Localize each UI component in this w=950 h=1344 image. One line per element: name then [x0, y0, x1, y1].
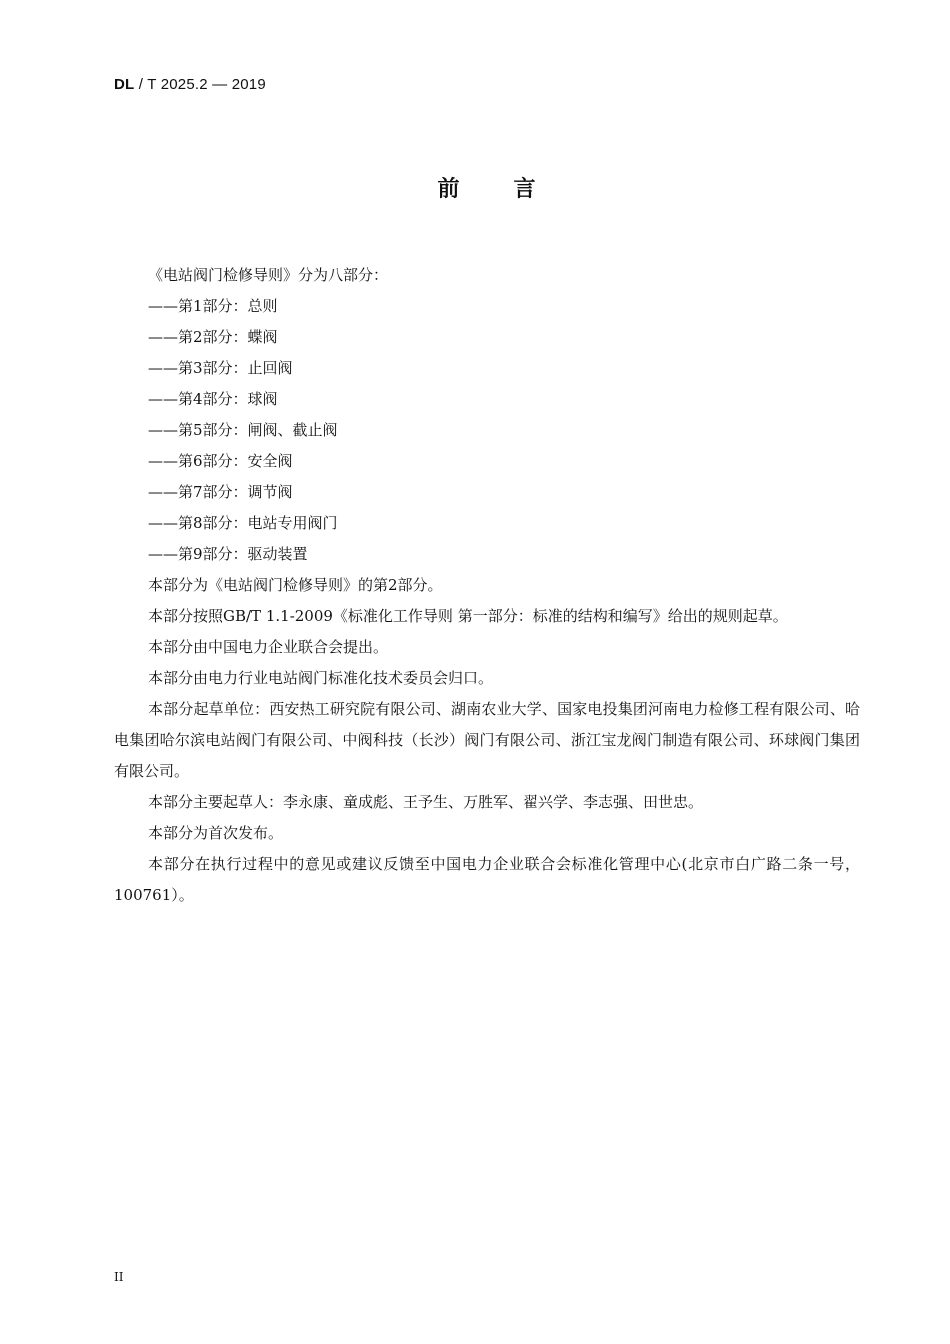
list-item: ——第8部分：电站专用阀门 — [148, 514, 338, 532]
paragraph-first-release: 本部分为首次发布。 — [148, 824, 284, 842]
list-item: ——第3部分：止回阀 — [148, 359, 293, 377]
paragraph-responsible-committee: 本部分由电力行业电站阀门标准化技术委员会归口。 — [148, 669, 494, 687]
standard-code-number: / T 2025.2 — 2019 — [134, 76, 266, 93]
paragraph-feedback: 本部分在执行过程中的意见或建议反馈至中国电力企业联合会标准化管理中心(北京市白广路二条一号，100761）。 — [114, 855, 860, 904]
standard-code-prefix: DL — [114, 76, 135, 93]
page-title — [0, 172, 950, 203]
paragraph-proposer: 本部分由中国电力企业联合会提出。 — [148, 638, 389, 656]
list-item: ——第9部分：驱动装置 — [148, 545, 308, 563]
standard-code — [114, 76, 266, 93]
title-char-1: 前 — [437, 177, 462, 202]
intro-paragraph: 《电站阀门检修导则》分为八部分： — [148, 266, 389, 284]
title-char-2: 言 — [513, 177, 538, 202]
page-number: II — [114, 1270, 124, 1284]
list-item: ——第7部分：调节阀 — [148, 483, 293, 501]
paragraph-part-statement: 本部分为《电站阀门检修导则》的第2部分。 — [148, 576, 443, 594]
parts-list — [114, 291, 860, 570]
list-item: ——第1部分：总则 — [148, 297, 278, 315]
list-item: ——第2部分：蝶阀 — [148, 328, 278, 346]
list-item: ——第4部分：球阀 — [148, 390, 278, 408]
paragraph-drafting-rules: 本部分按照GB/T 1.1-2009《标准化工作导则 第一部分：标准的结构和编写》给出的规则起草。 — [148, 607, 788, 625]
paragraph-drafters: 本部分主要起草人：李永康、童成彪、王予生、万胜军、翟兴学、李志强、田世忠。 — [148, 793, 704, 811]
list-item: ——第5部分：闸阀、截止阀 — [148, 421, 338, 439]
paragraph-drafting-units: 本部分起草单位：西安热工研究院有限公司、湖南农业大学、国家电投集团河南电力检修工程有限公司、哈电集团哈尔滨电站阀门有限公司、中阀科技（长沙）阀门有限公司、浙江宝龙阀门制造有限公司、环球阀门集团有限公司。 — [114, 700, 860, 780]
list-item: ——第6部分：安全阀 — [148, 452, 293, 470]
foreword-body — [114, 260, 860, 911]
